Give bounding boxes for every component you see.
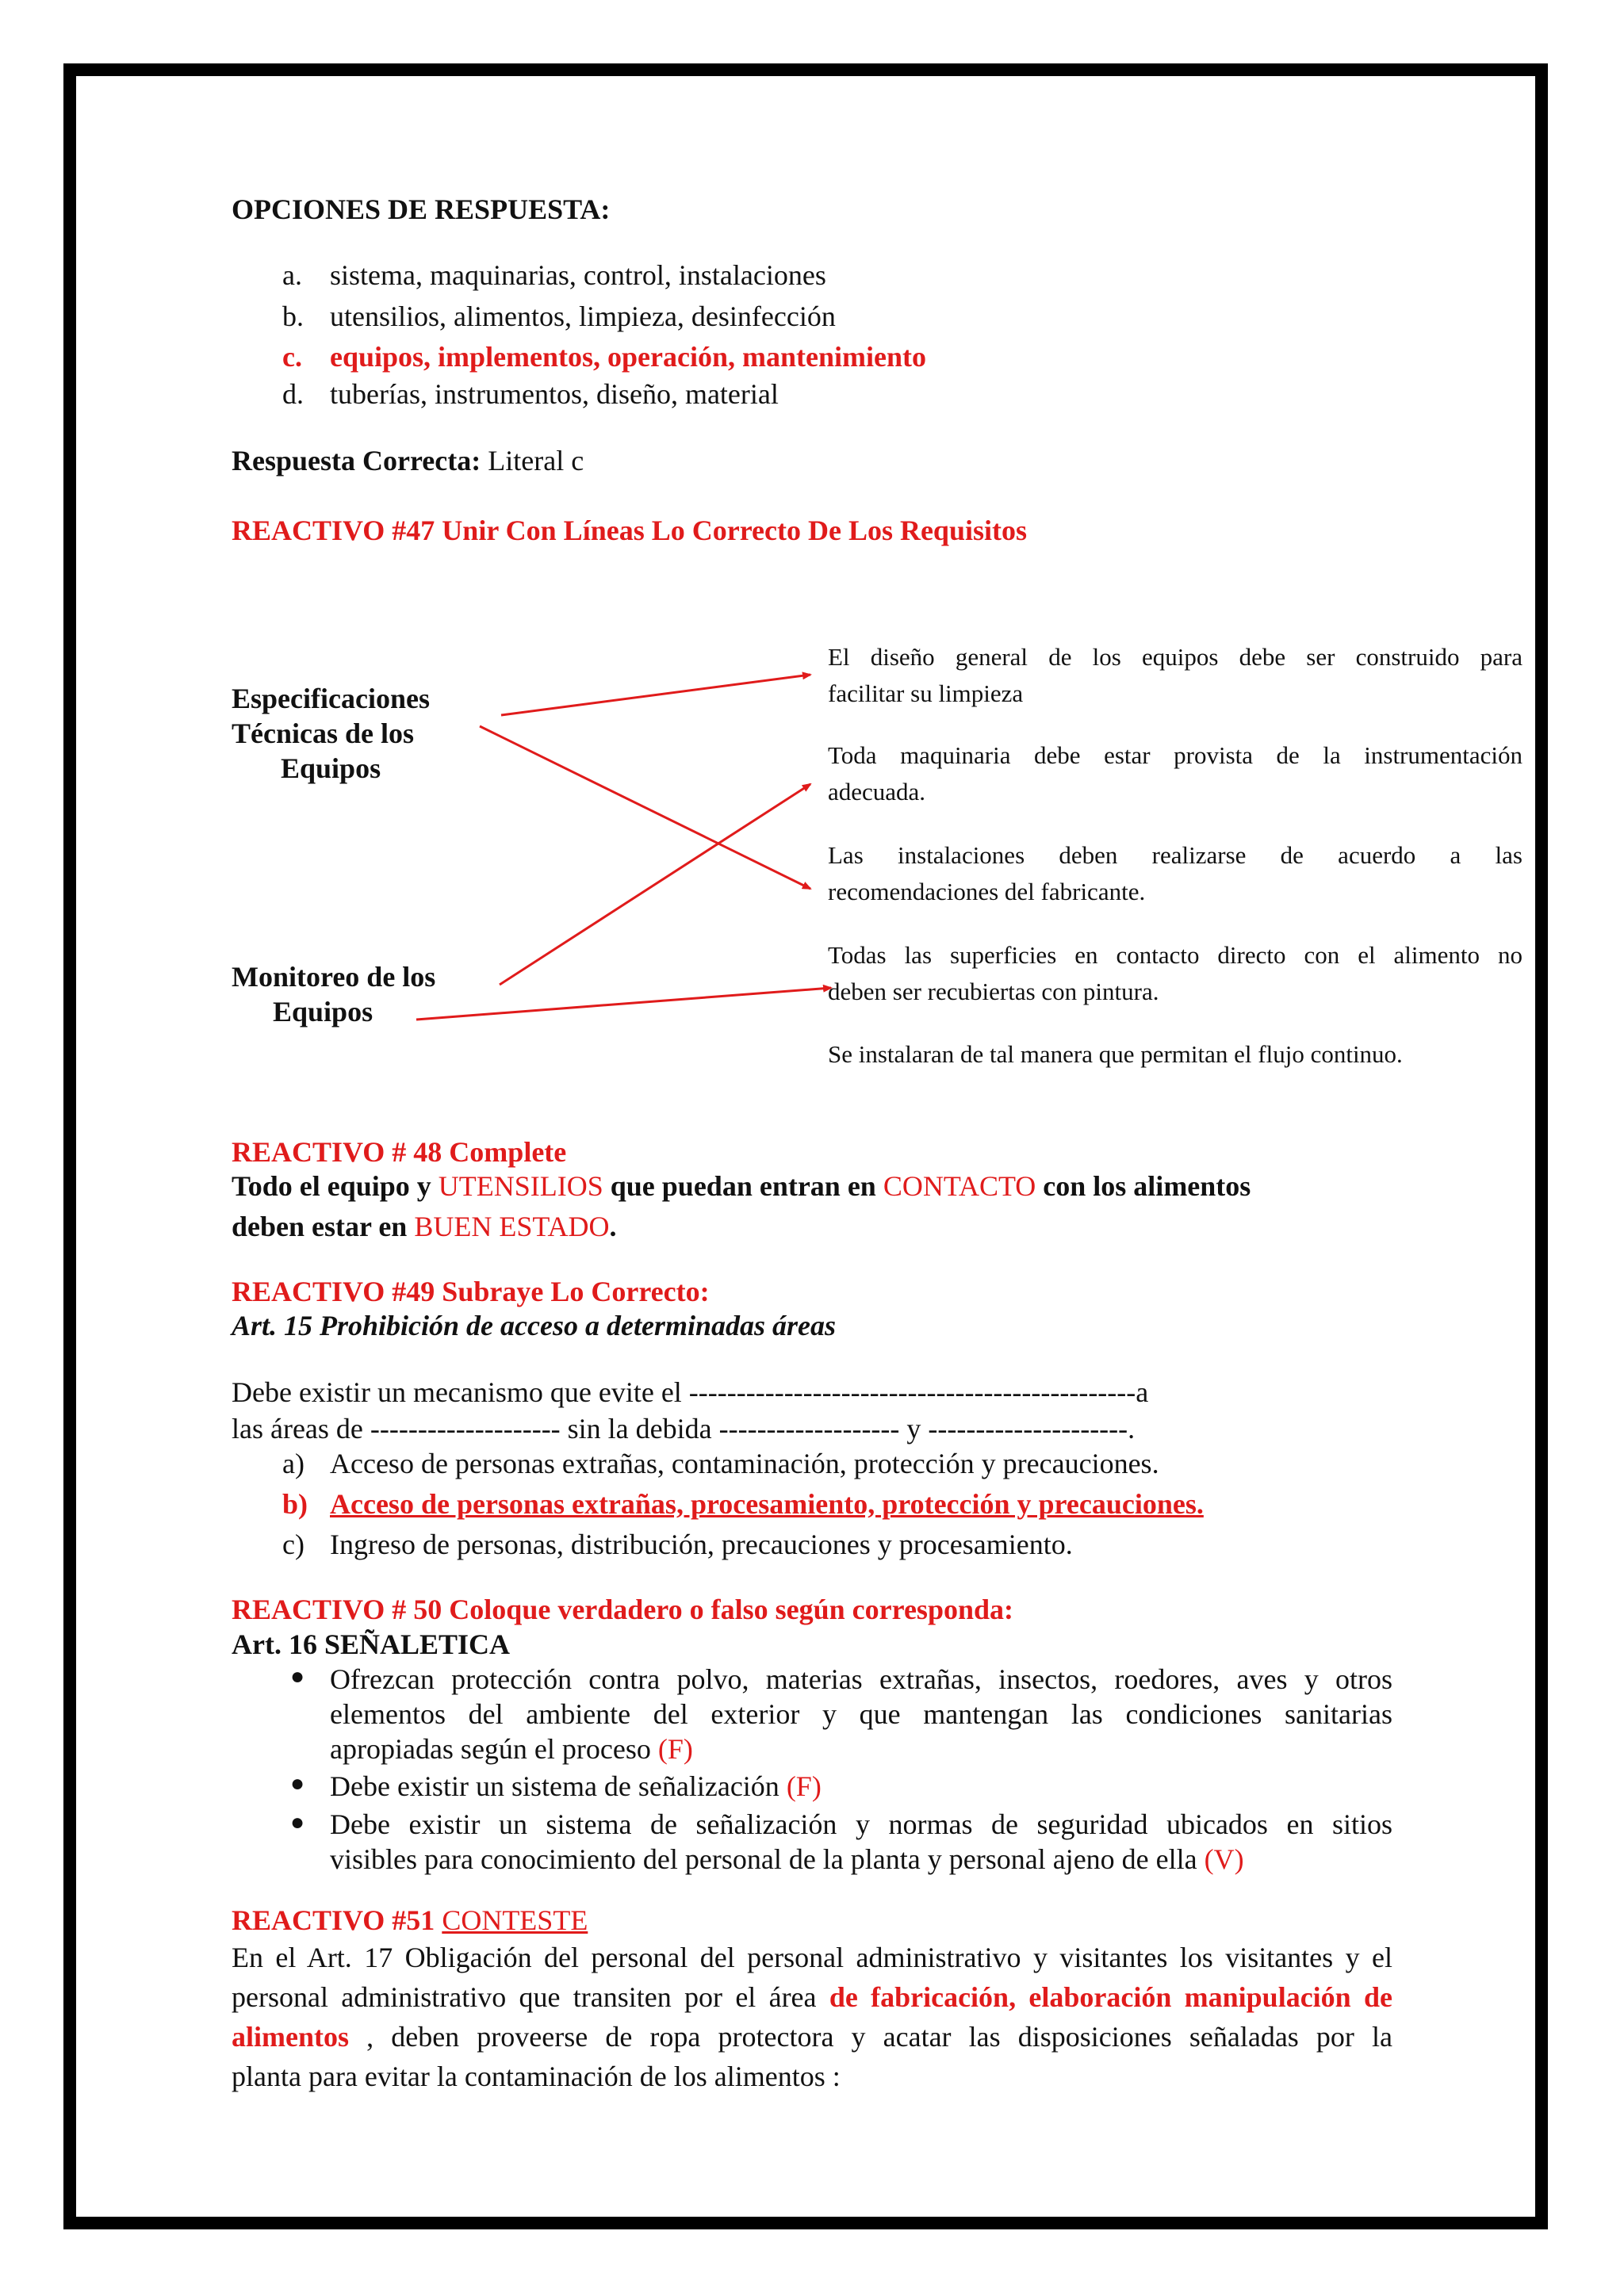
r51-title-prefix: REACTIVO #51 <box>232 1904 442 1936</box>
r50-bullet-1 <box>330 1662 1392 1766</box>
r47-right-4-line2: deben ser recubiertas con pintura. <box>828 978 1159 1005</box>
r50-bullet-1-mark: (F) <box>657 1733 693 1765</box>
r47-right-3-line2: recomendaciones del fabricante. <box>828 878 1146 905</box>
r51-line3-highlight: alimentos <box>232 2021 349 2053</box>
option-a-letter: a. <box>282 259 302 291</box>
r51-line2-text: personal administrativo que transiten por el área <box>232 1981 829 2013</box>
bullet-icon: ● <box>290 1809 305 1835</box>
bullet-icon: ● <box>290 1770 305 1797</box>
option-b-letter: b. <box>282 300 304 332</box>
r48-keyword-buen-estado: BUEN ESTADO <box>414 1211 610 1242</box>
r49-option-a-letter: a) <box>282 1448 304 1479</box>
r50-bullet-3-mark: (V) <box>1204 1843 1244 1875</box>
r51-line3-text: , deben proveerse de ropa protectora y acatar las disposiciones señaladas por la <box>349 2021 1392 2053</box>
r47-right-1-line2: facilitar su limpieza <box>828 679 1024 707</box>
r47-left-a-line3: Equipos <box>281 752 381 784</box>
r49-line2: las áreas de -------------------- sin la debida ------------------- y ---------------------. <box>232 1413 1136 1445</box>
r49-title: REACTIVO #49 Subraye Lo Correcto: <box>232 1276 710 1307</box>
r47-title: REACTIVO #47 Unir Con Líneas Lo Correcto De Los Requisitos <box>232 515 1027 546</box>
bullet-icon: ● <box>290 1663 305 1689</box>
r50-title: REACTIVO # 50 Coloque verdadero o falso según corresponda: <box>232 1594 1013 1625</box>
r50-bullet-3 <box>330 1807 1392 1877</box>
r51-line1: En el Art. 17 Obligación del personal del personal administrativo y visitantes los visitantes y el <box>232 1942 1392 1973</box>
r49-line1: Debe existir un mecanismo que evite el -----------------------------------------------a <box>232 1376 1149 1408</box>
r48-title: REACTIVO # 48 Complete <box>232 1136 567 1168</box>
r51-title <box>232 1903 588 1938</box>
r47-line-mon-to-maquinaria <box>500 784 810 985</box>
r48-text-3: con los alimentos <box>1036 1170 1251 1202</box>
r48-keyword-utensilios: UTENSILIOS <box>438 1170 603 1202</box>
r47-left-a-line2: Técnicas de los <box>232 718 414 749</box>
r48-line2 <box>232 1209 616 1244</box>
r50-subtitle: Art. 16 SEÑALETICA <box>232 1628 511 1660</box>
r49-option-c-text: Ingreso de personas, distribución, precauciones y procesamiento. <box>330 1529 1073 1560</box>
r48-keyword-contacto: CONTACTO <box>883 1170 1036 1202</box>
option-b-text: utensilios, alimentos, limpieza, desinfección <box>330 300 836 332</box>
r47-right-3-line1: Las instalaciones deben realizarse de acuerdo a las <box>828 841 1522 869</box>
option-d-letter: d. <box>282 378 304 410</box>
r48-text-1: Todo el equipo y <box>232 1170 439 1202</box>
r47-line-esp-to-diseno <box>501 675 810 715</box>
r50-bullet-2-mark: (F) <box>786 1770 822 1802</box>
respuesta-value: Literal c <box>488 445 584 476</box>
r47-left-b-line2: Equipos <box>273 996 373 1027</box>
r47-right-2-line2: adecuada. <box>828 778 926 806</box>
r49-option-c <box>282 1527 1073 1562</box>
r51-paragraph <box>232 1938 1392 2096</box>
r50-bullet-2 <box>330 1769 822 1804</box>
r47-left-b-line1: Monitoreo de los <box>232 961 436 993</box>
r47-right-4-line1: Todas las superficies en contacto directo con el alimento no <box>828 941 1522 969</box>
r48-text-5: . <box>609 1211 617 1242</box>
option-d-text: tuberías, instrumentos, diseño, material <box>330 378 779 410</box>
r50-bullet-3-line1: Debe existir un sistema de señalización y normas de seguridad ubicados en sitios <box>330 1808 1392 1840</box>
opciones-title: OPCIONES DE RESPUESTA: <box>232 193 611 225</box>
r48-text-2: que puedan entran en <box>603 1170 883 1202</box>
option-a-text: sistema, maquinarias, control, instalaciones <box>330 259 826 291</box>
r49-subtitle: Art. 15 Prohibición de acceso a determinadas áreas <box>232 1310 836 1341</box>
option-c-text: equipos, implementos, operación, mantenimiento <box>330 341 926 373</box>
r50-bullet-1-line1: Ofrezcan protección contra polvo, materias extrañas, insectos, roedores, aves y otros <box>330 1663 1392 1695</box>
r49-option-b-letter: b) <box>282 1488 308 1520</box>
r48-line1 <box>232 1169 1251 1203</box>
r50-bullet-1-line3: apropiadas según el proceso <box>330 1733 658 1765</box>
option-c-letter: c. <box>282 341 302 373</box>
r47-line-mon-to-superficies <box>416 988 831 1020</box>
r47-right-1-line1: El diseño general de los equipos debe ser construido para <box>828 643 1522 671</box>
r49-option-c-letter: c) <box>282 1529 304 1560</box>
r50-bullet-2-line1: Debe existir un sistema de señalización <box>330 1770 787 1802</box>
r48-text-4: deben estar en <box>232 1211 415 1242</box>
r51-line4: planta para evitar la contaminación de los alimentos : <box>232 2061 841 2092</box>
r47-right-2-line1: Toda maquinaria debe estar provista de la instrumentación <box>828 741 1522 769</box>
r49-option-a <box>282 1446 1159 1481</box>
r51-line2-highlight: de fabricación, elaboración manipulación de <box>829 1981 1392 2013</box>
r47-line-esp-to-instalaciones <box>480 726 810 889</box>
r51-title-conteste: CONTESTE <box>442 1904 588 1936</box>
r50-bullet-1-line2: elementos del ambiente del exterior y que mantengan las condiciones sanitarias <box>330 1698 1392 1730</box>
r49-option-b-text: Acceso de personas extrañas, procesamiento, protección y precauciones. <box>330 1488 1204 1520</box>
r49-option-b-correct <box>282 1487 1204 1521</box>
r47-right-5-line1: Se instalaran de tal manera que permitan el flujo continuo. <box>828 1040 1403 1068</box>
r49-option-a-text: Acceso de personas extrañas, contaminación, protección y precauciones. <box>330 1448 1159 1479</box>
respuesta-label: Respuesta Correcta: <box>232 445 481 476</box>
r50-bullet-3-line2: visibles para conocimiento del personal de la planta y personal ajeno de ella <box>330 1843 1205 1875</box>
r47-left-a-line1: Especificaciones <box>232 683 430 714</box>
